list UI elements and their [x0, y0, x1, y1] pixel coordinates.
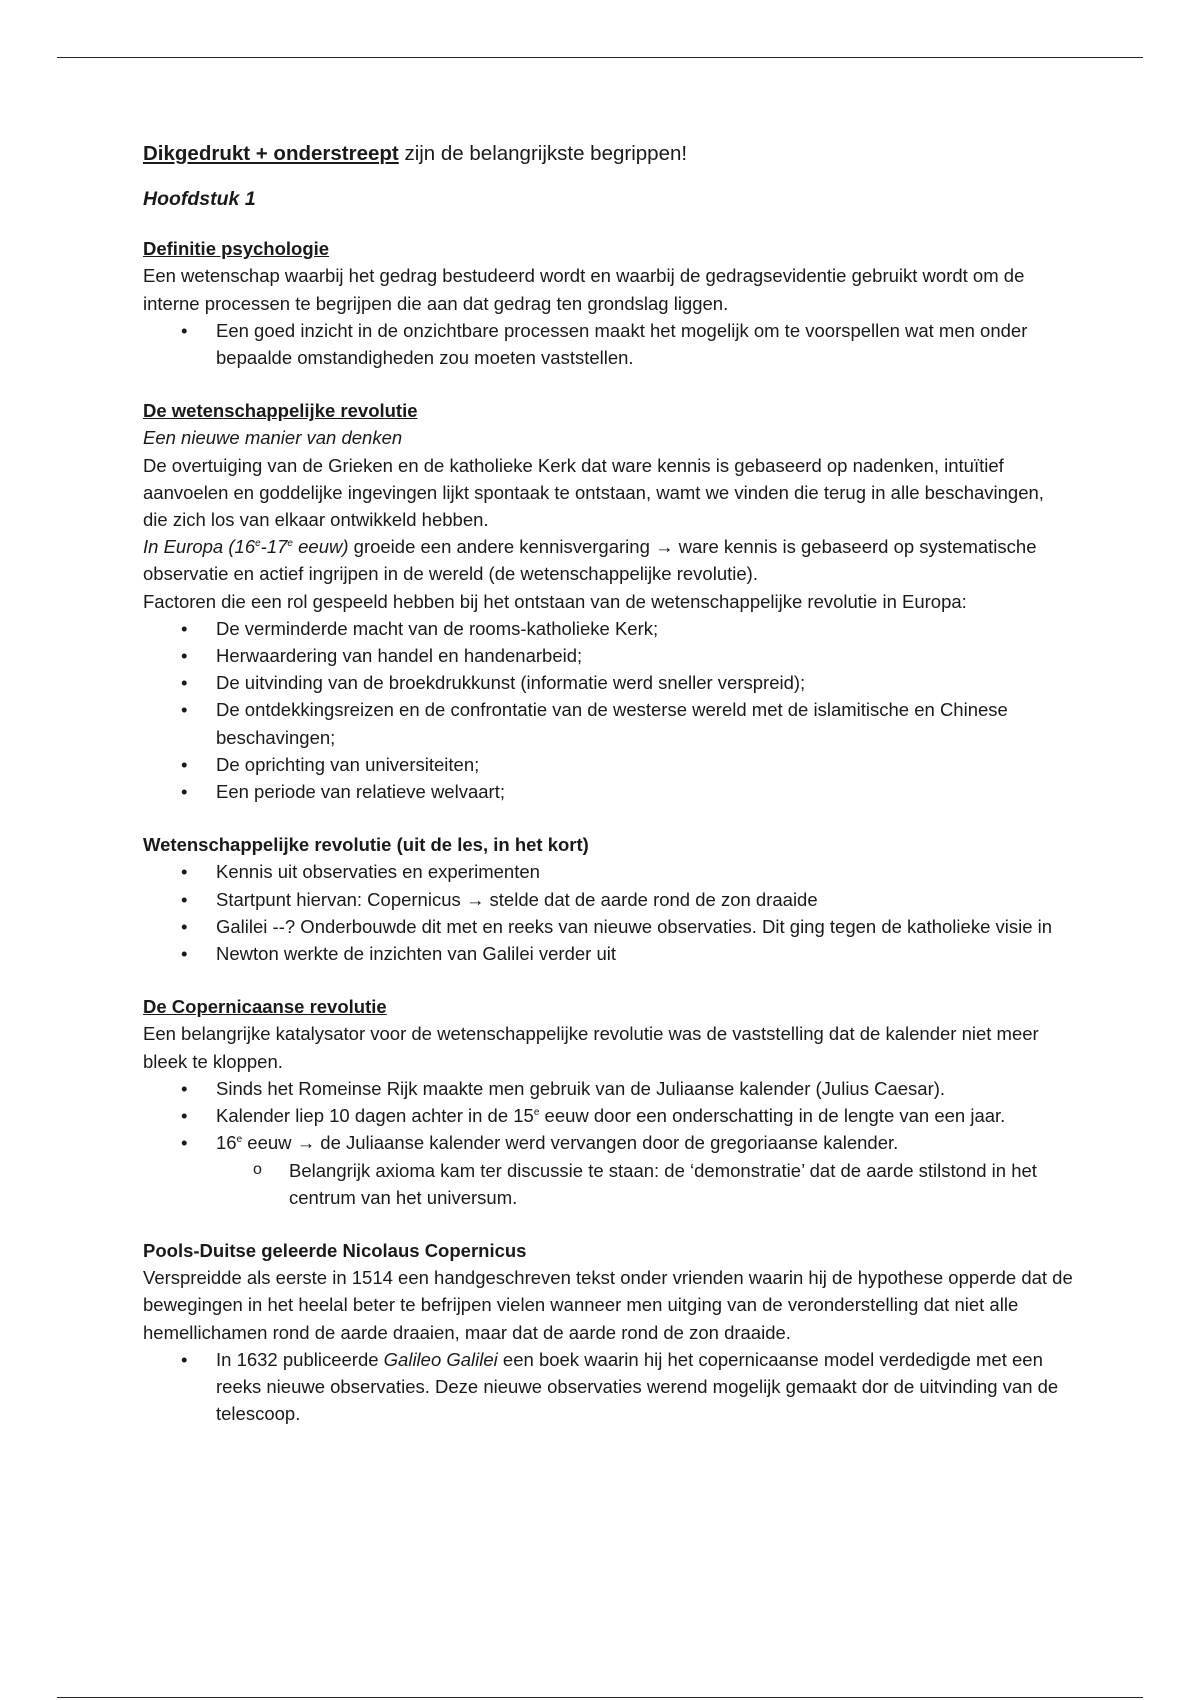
list-item: • De uitvinding van de broekdrukkunst (informatie werd sneller verspreid); [143, 669, 1073, 696]
list-item: • De oprichting van universiteiten; [143, 751, 1073, 778]
subheading: Een nieuwe manier van denken [143, 427, 403, 449]
bullet-list [143, 858, 1073, 967]
list-item: • Galilei --? Onderbouwde dit met en reeks van nieuwe observaties. Dit ging tegen de katholieke visie in [143, 913, 1073, 940]
list-item: • De ontdekkingsreizen en de confrontatie van de westerse wereld met de islamitische en Chinese beschavingen; [143, 696, 1073, 750]
document-body [143, 140, 1073, 1427]
list-item: • Sinds het Romeinse Rijk maakte men gebruik van de Juliaanse kalender (Julius Caesar). [143, 1075, 1073, 1102]
intro-emphasis: Dikgedrukt + onderstreept [143, 142, 399, 165]
section-heading-summary: Wetenschappelijke revolutie (uit de les, in het kort) [143, 834, 589, 856]
bullet-list [143, 615, 1073, 805]
list-item: • In 1632 publiceerde Galileo Galilei een boek waarin hij het copernicaanse model verdedigde met een reeks nieuwe observaties. Deze nieuwe observaties werend mogelijk gemaakt dor de uitvinding van de telescoop. [143, 1346, 1073, 1428]
sub-bullet-list [143, 1157, 1073, 1211]
europa-text: groeide een andere kennisvergaring → ware kennis is gebaseerd op systematische observatie en actief ingrijpen in de wereld (de wetenschappelijke revolutie). [143, 536, 1037, 585]
section-heading-nicolaus: Pools-Duitse geleerde Nicolaus Copernicus [143, 1239, 527, 1261]
bullet-list [143, 317, 1073, 371]
paragraph: Factoren die een rol gespeeld hebben bij het ontstaan van de wetenschappelijke revolutie in Europa: [143, 590, 967, 612]
galileo-name: Galileo Galilei [383, 1348, 498, 1370]
paragraph: Een belangrijke katalysator voor de wetenschappelijke revolutie was de vaststelling dat de kalender niet meer bleek te kloppen. [143, 1023, 1039, 1072]
list-item: • Kalender liep 10 dagen achter in de 15e eeuw door een onderschatting in de lengte van een jaar. [143, 1102, 1073, 1129]
paragraph: Een wetenschap waarbij het gedrag bestudeerd wordt en waarbij de gedragsevidentie gebruikt wordt om de interne processen te begrijpen die aan dat gedrag ten grondslag liggen. [143, 265, 1025, 314]
footer-rule [57, 1697, 1143, 1698]
sub-list-item: o Belangrijk axioma kam ter discussie te staan: de ‘demonstratie’ dat de aarde stilstond in het centrum van het universum. [143, 1157, 1073, 1211]
list-item: • Kennis uit observaties en experimenten [143, 858, 1073, 885]
section-heading-definition: Definitie psychologie [143, 238, 330, 260]
list-item: • Startpunt hiervan: Copernicus → stelde dat de aarde rond de zon draaide [143, 886, 1073, 913]
list-item: • De verminderde macht van de rooms-katholieke Kerk; [143, 615, 1073, 642]
europa-period: In Europa (16e-17e eeuw) [143, 536, 349, 558]
list-item: • Herwaardering van handel en handenarbeid; [143, 642, 1073, 669]
bullet-list [143, 1075, 1073, 1157]
section-heading-copernican: De Copernicaanse revolutie [143, 996, 387, 1018]
header-rule [57, 57, 1143, 58]
intro-text: zijn de belangrijkste begrippen! [398, 142, 688, 165]
list-item: • Een periode van relatieve welvaart; [143, 778, 1073, 805]
intro-line [143, 140, 1073, 168]
section-heading-revolution: De wetenschappelijke revolutie [143, 400, 418, 422]
paragraph: Verspreidde als eerste in 1514 een handgeschreven tekst onder vrienden waarin hij de hypothese opperde dat de bewegingen in het heelal beter te befrijpen vielen wanneer men uitging van de veronderstelling dat niet alle hemellichamen rond de aarde draaien, maar dat de aarde rond de zon draaide. [143, 1267, 1073, 1343]
bullet-list [143, 1346, 1073, 1428]
paragraph-europa [143, 533, 1073, 587]
list-item: • Een goed inzicht in de onzichtbare processen maakt het mogelijk om te voorspellen wat men onder bepaalde omstandigheden zou moeten vaststellen. [143, 317, 1073, 371]
list-item: • Newton werkte de inzichten van Galilei verder uit [143, 940, 1073, 967]
list-item: • 16e eeuw → de Juliaanse kalender werd vervangen door de gregoriaanse kalender. [143, 1129, 1073, 1156]
chapter-title: Hoofdstuk 1 [143, 188, 256, 210]
paragraph: De overtuiging van de Grieken en de katholieke Kerk dat ware kennis is gebaseerd op nadenken, intuïtief aanvoelen en goddelijke ingevingen lijkt spontaak te ontstaan, wamt we vinden die terug in alle beschavingen, die zich los van elkaar ontwikkeld hebben. [143, 454, 1044, 531]
